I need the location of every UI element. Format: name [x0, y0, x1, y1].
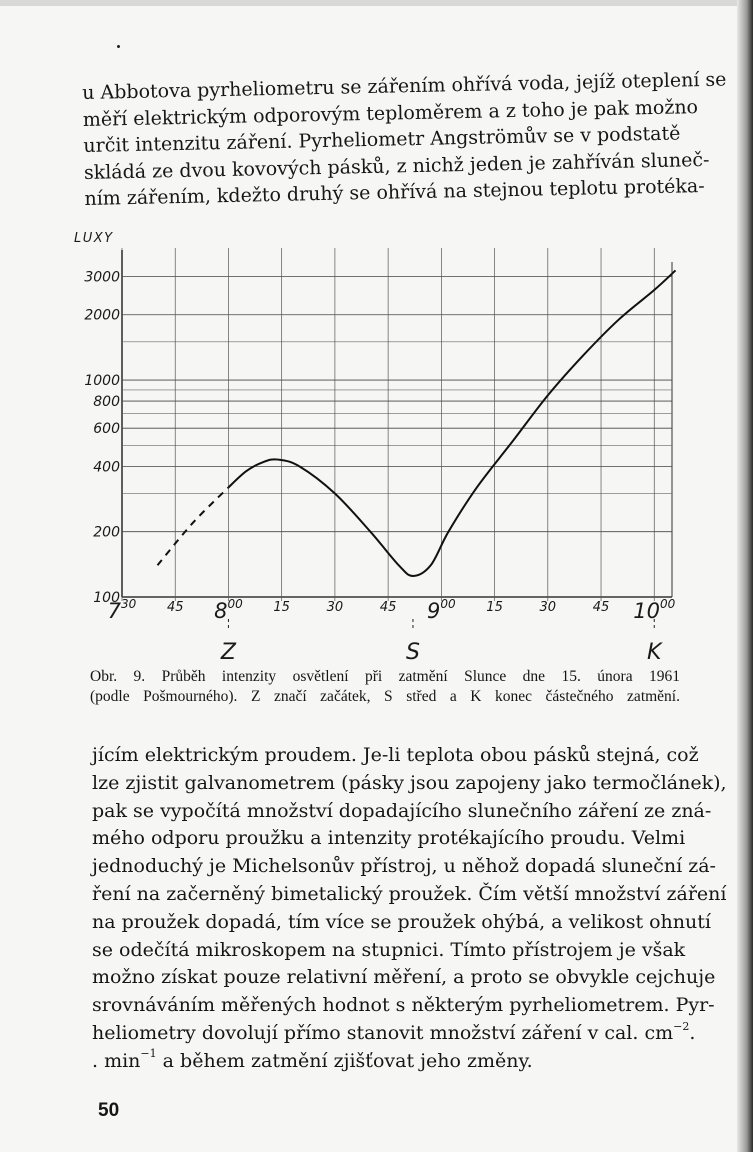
x-tick-label: 45 [166, 600, 184, 615]
x-tick-hour: 10 [633, 599, 660, 623]
x-tick-label [427, 597, 456, 623]
y-tick-labels [84, 270, 120, 606]
caption-line: Obr. 9. Průběh intenzity osvětlení při zatmění Slunce dne 15. února 1961 [90, 668, 680, 685]
caption-line: (podle Pošmourného). Z značí začátek, S střed a K konec částečného zatmění. [90, 688, 680, 705]
text-fragment: . min [92, 1049, 141, 1072]
x-tick-minute: 00 [440, 597, 456, 611]
superscript: −2 [673, 1019, 690, 1033]
y-tick-label: 100 [93, 590, 120, 606]
x-tick-label: 30 [326, 600, 344, 615]
text-fragment: a během zatmění zjišťovat jeho změny. [156, 1049, 533, 1072]
text-line: měří elektrickým odporovým teploměrem a z toho je pak možno [82, 95, 699, 131]
text-fragment: . [689, 1021, 696, 1044]
x-tick-hour: 7 [107, 599, 122, 623]
eclipse-markers [220, 619, 663, 665]
text-line [92, 1019, 696, 1048]
text-line: ním zářením, kdežto druhý se ohřívá na stejnou teplotu protéka- [84, 174, 705, 210]
x-tick-label [108, 597, 137, 623]
text-line: u Abbotova pyrheliometru se zářením ohřívá voda, jejíž oteplení se [82, 68, 727, 104]
y-tick-label: 1000 [84, 373, 120, 390]
y-tick-label: 3000 [84, 269, 120, 286]
x-tick-hour: 9 [427, 599, 441, 623]
y-tick-label: 800 [93, 394, 120, 411]
y-tick-label: 600 [93, 421, 120, 438]
x-tick-minute: 00 [227, 597, 243, 611]
paragraph-bottom [92, 742, 727, 1076]
text-fragment: heliometry dovolují přímo stanovit množství záření v cal. cm [92, 1021, 674, 1044]
text-line: ření na začerněný bimetalický proužek. Čím větší množství záření [92, 882, 727, 905]
text-line: srovnáváním měřených hodnot s některým pyrheliometrem. Pyr- [92, 994, 715, 1017]
superscript: −1 [140, 1047, 157, 1061]
y-tick-label: 400 [93, 459, 120, 476]
dashed-series-line [157, 487, 228, 565]
text-line: lze zjistit galvanometrem (pásky jsou zapojeny jako termočlánek), [92, 771, 727, 794]
x-tick-minute: 30 [121, 597, 137, 611]
y-axis-label: LUXY [74, 231, 114, 246]
marker-k: K [647, 640, 662, 665]
text-line: se odečítá mikroskopem na stupnici. Tímto přístrojem je však [92, 938, 686, 961]
text-line [92, 1048, 678, 1076]
chart-series [157, 270, 675, 576]
y-tick-label: 2000 [84, 307, 120, 324]
x-tick-minute: 00 [659, 597, 676, 611]
x-tick-label: 30 [539, 600, 557, 615]
page-number: 50 [98, 1100, 120, 1121]
marker-s: S [405, 640, 420, 665]
text-line: možno získat pouze relativní měření, a proto se obvykle cejchuje [92, 966, 716, 989]
text-line: určit intenzitu záření. Pyrheliometr Angströmův se v podstatě [83, 122, 681, 157]
x-tick-label: 45 [379, 600, 397, 615]
text-line: mého odporu proužku a intenzity protékajícího proudu. Velmi [92, 827, 686, 850]
marker-z: Z [220, 640, 236, 665]
series-line [228, 270, 675, 576]
x-tick-label: 15 [273, 600, 290, 615]
x-tick-label: 45 [592, 600, 610, 615]
text-line: skládá ze dvou kovových pásků, z nichž jeden je zahříván sluneč- [83, 148, 710, 184]
text-line: jícím elektrickým proudem. Je-li teplota obou pásků stejná, což [92, 744, 699, 766]
x-tick-labels [108, 597, 676, 623]
x-tick-label: 15 [486, 600, 503, 615]
text-line: pak se vypočítá množství dopadajícího slunečního záření ze zná- [92, 799, 712, 822]
figure-caption [90, 667, 680, 707]
text-line: jednoduchý je Michelsonův přístroj, u něhož dopadá sluneční zá- [92, 855, 716, 878]
chart-grid [122, 248, 672, 601]
x-tick-hour: 8 [214, 599, 228, 623]
text-line: na proužek dopadá, tím více se proužek ohýbá, a velikost ohnutí [92, 910, 711, 933]
y-tick-label: 200 [93, 524, 120, 541]
